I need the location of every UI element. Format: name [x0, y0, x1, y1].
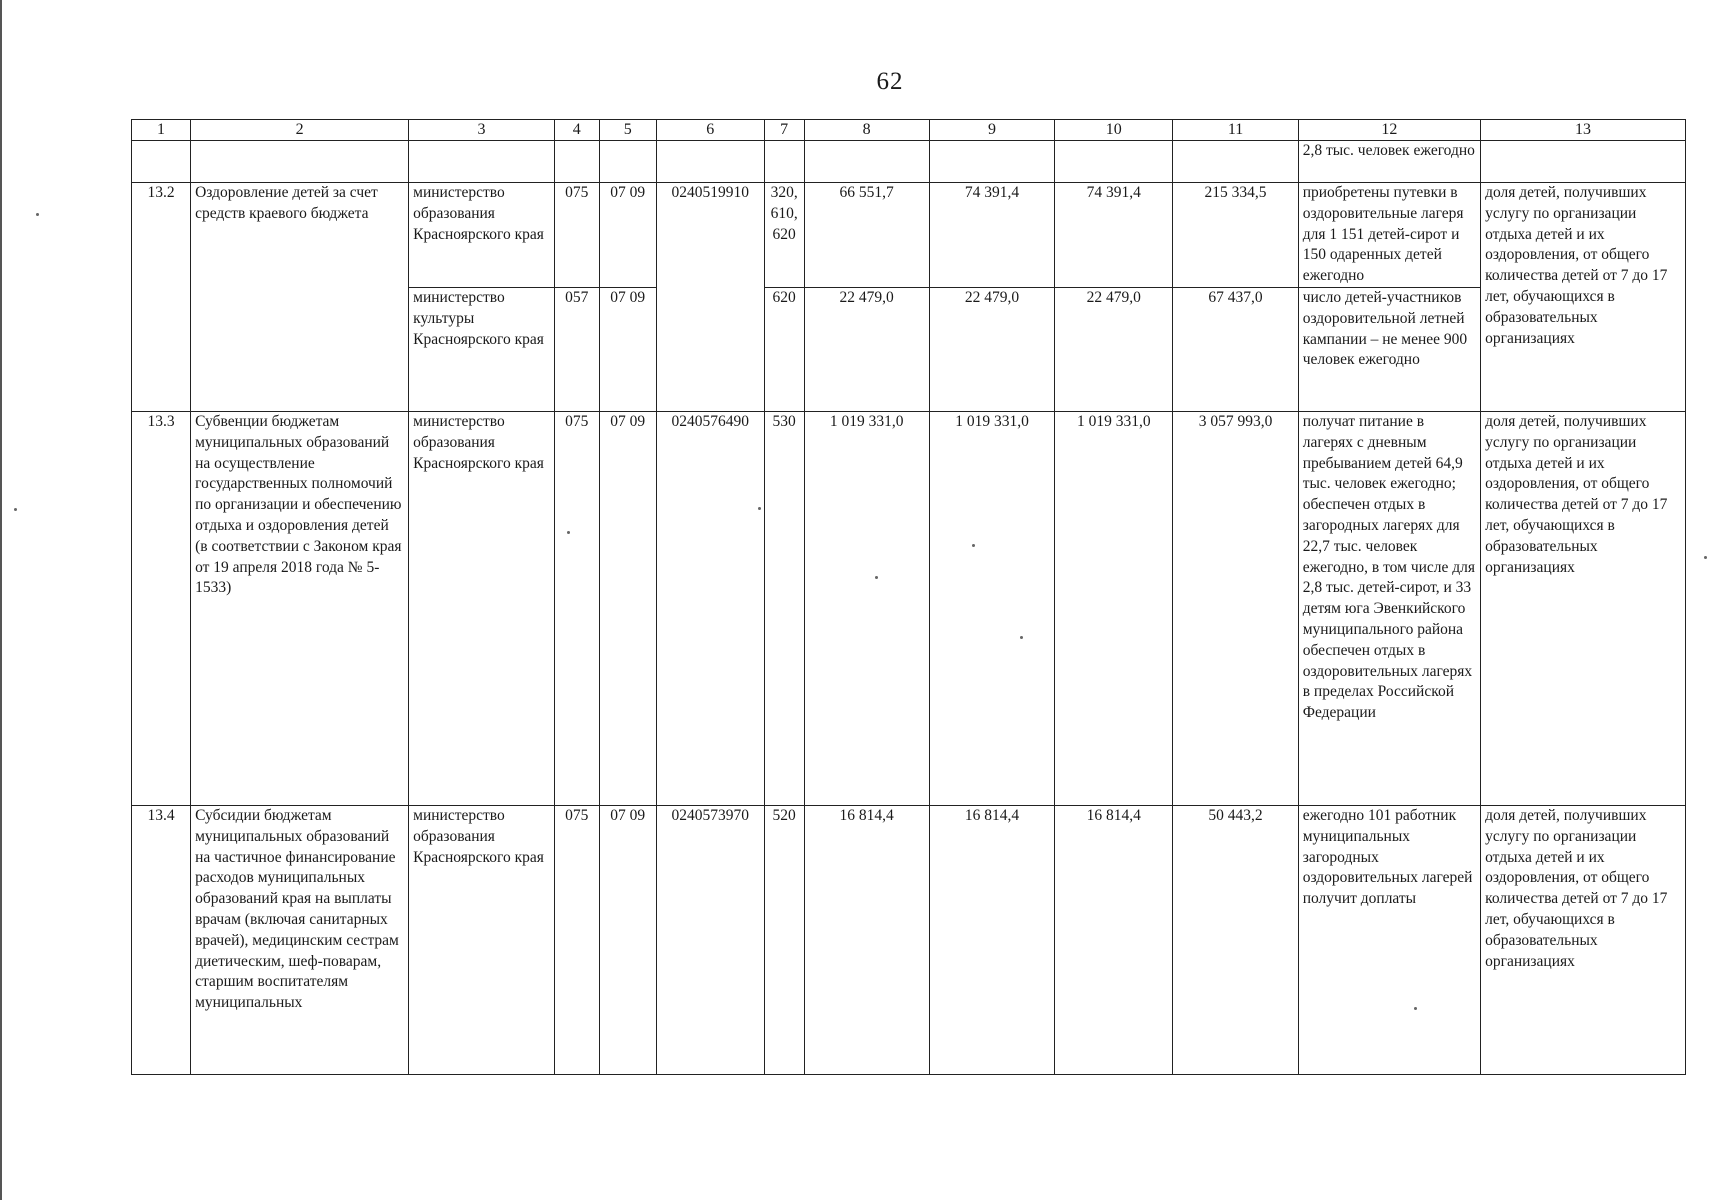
amount-cell: 66 551,7	[804, 183, 929, 288]
amount-cell: 67 437,0	[1173, 287, 1298, 411]
scan-speck	[14, 508, 17, 511]
header-cell: 7	[764, 120, 804, 141]
code-cell: 0240573970	[656, 805, 764, 1074]
result-cell: приобретены путевки в оздоровительные лагеря для 1 151 детей-сирот и 150 одаренных детей ежегодно	[1298, 183, 1480, 288]
code-cell: 0240519910	[656, 183, 764, 412]
header-cell: 13	[1481, 120, 1686, 141]
amount-cell: 1 019 331,0	[804, 411, 929, 805]
header-cell: 10	[1055, 120, 1173, 141]
scan-speck	[1414, 1007, 1417, 1010]
scan-speck	[1020, 636, 1023, 639]
code-cell: 075	[554, 805, 599, 1074]
scan-speck	[758, 507, 761, 510]
code-cell: 520	[764, 805, 804, 1074]
result-cell: 2,8 тыс. человек ежегодно	[1298, 141, 1480, 183]
amount-cell: 74 391,4	[1055, 183, 1173, 288]
page-number: 62	[876, 68, 904, 95]
scan-speck	[972, 544, 975, 547]
indicator-cell: доля детей, получивших услугу по организации отдыха детей и их оздоровления, от общего количества детей от 7 до 17 лет, обучающихся в образовательных организациях	[1481, 411, 1686, 805]
scan-edge-line	[0, 0, 2, 1200]
scan-speck	[875, 576, 878, 579]
grbs-cell: министерство образования Красноярского края	[409, 411, 555, 805]
header-row	[132, 120, 1686, 141]
result-cell: ежегодно 101 работник муниципальных загородных оздоровительных лагерей получит доплаты	[1298, 805, 1480, 1074]
table-row	[132, 183, 1686, 288]
row-number: 13.4	[132, 805, 191, 1074]
grbs-cell: министерство образования Красноярского края	[409, 183, 555, 288]
amount-cell: 1 019 331,0	[1055, 411, 1173, 805]
header-cell: 4	[554, 120, 599, 141]
measure-name: Оздоровление детей за счет средств краевого бюджета	[191, 183, 409, 412]
row-number: 13.3	[132, 411, 191, 805]
amount-cell: 50 443,2	[1173, 805, 1298, 1074]
header-cell: 3	[409, 120, 555, 141]
header-cell: 8	[804, 120, 929, 141]
indicator-cell: доля детей, получивших услугу по организации отдыха детей и их оздоровления, от общего количества детей от 7 до 17 лет, обучающихся в образовательных организациях	[1481, 183, 1686, 412]
amount-cell: 22 479,0	[1055, 287, 1173, 411]
row-number: 13.2	[132, 183, 191, 412]
result-cell: число детей-участников оздоровительной летней кампании – не менее 900 человек ежегодно	[1298, 287, 1480, 411]
code-cell: 620	[764, 287, 804, 411]
amount-cell: 16 814,4	[804, 805, 929, 1074]
scan-speck	[36, 213, 39, 216]
header-cell: 2	[191, 120, 409, 141]
indicator-cell: доля детей, получивших услугу по организации отдыха детей и их оздоровления, от общего количества детей от 7 до 17 лет, обучающихся в образовательных организациях	[1481, 805, 1686, 1074]
code-cell: 057	[554, 287, 599, 411]
result-cell: получат питание в лагерях с дневным пребыванием детей 64,9 тыс. человек ежегодно; обеспечен отдых в загородных лагерях для 22,7 тыс. человек ежегодно, в том числе для 2,8 тыс. детей-сирот, и 33 детям юга Эвенкийского муниципального района обеспечен отдых в оздоровительных лагерях в пределах Российской Федерации	[1298, 411, 1480, 805]
header-cell: 1	[132, 120, 191, 141]
header-cell: 12	[1298, 120, 1480, 141]
header-cell: 6	[656, 120, 764, 141]
grbs-cell: министерство культуры Красноярского края	[409, 287, 555, 411]
code-cell: 07 09	[599, 287, 656, 411]
amount-cell: 16 814,4	[929, 805, 1054, 1074]
code-cell: 075	[554, 411, 599, 805]
code-cell: 320, 610, 620	[764, 183, 804, 288]
program-measures-table	[131, 119, 1686, 1075]
header-cell: 5	[599, 120, 656, 141]
table-row	[132, 411, 1686, 805]
header-cell: 11	[1173, 120, 1298, 141]
amount-cell: 74 391,4	[929, 183, 1054, 288]
amount-cell: 215 334,5	[1173, 183, 1298, 288]
amount-cell: 3 057 993,0	[1173, 411, 1298, 805]
code-cell: 07 09	[599, 411, 656, 805]
code-cell: 07 09	[599, 183, 656, 288]
code-cell: 530	[764, 411, 804, 805]
table-row	[132, 805, 1686, 1074]
scan-speck	[1704, 556, 1707, 559]
code-cell: 0240576490	[656, 411, 764, 805]
header-cell: 9	[929, 120, 1054, 141]
scan-speck	[567, 531, 570, 534]
grbs-cell: министерство образования Красноярского края	[409, 805, 555, 1074]
continuation-row	[132, 141, 1686, 183]
code-cell: 075	[554, 183, 599, 288]
measure-name: Субсидии бюджетам муниципальных образований на частичное финансирование расходов муниципальных образований края на выплаты врачам (включая санитарных врачей), медицинским сестрам диетическим, шеф-поварам, старшим воспитателям муниципальных	[191, 805, 409, 1074]
amount-cell: 16 814,4	[1055, 805, 1173, 1074]
code-cell: 07 09	[599, 805, 656, 1074]
amount-cell: 22 479,0	[804, 287, 929, 411]
measure-name: Субвенции бюджетам муниципальных образований на осуществление государственных полномочий по организации и обеспечению отдыха и оздоровления детей (в соответствии с Законом края от 19 апреля 2018 года № 5-1533)	[191, 411, 409, 805]
amount-cell: 1 019 331,0	[929, 411, 1054, 805]
amount-cell: 22 479,0	[929, 287, 1054, 411]
